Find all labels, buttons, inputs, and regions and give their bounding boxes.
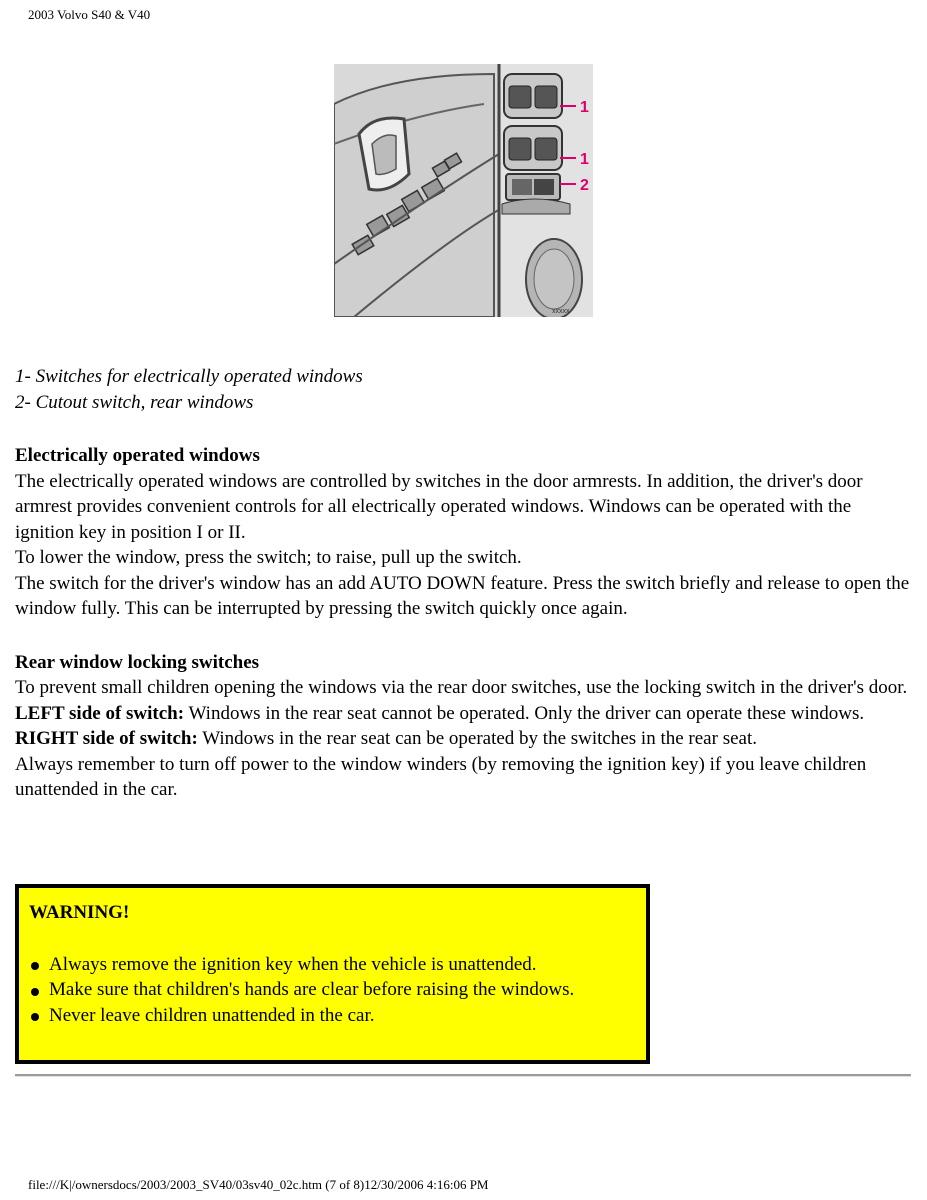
- paragraph: Always remember to turn off power to the window winders (by removing the ignition key) if you leave children unattended in the car.: [15, 753, 867, 800]
- bullet-icon: [31, 962, 39, 970]
- door-armrest-drawing: [334, 64, 593, 317]
- paragraph: To prevent small children opening the windows via the rear door switches, use the locking switch in the driver's door.: [15, 677, 908, 698]
- warning-item: Make sure that children's hands are clear before raising the windows.: [29, 977, 636, 1003]
- callout-2: 2: [580, 177, 589, 194]
- left-side-paragraph: LEFT side of switch: Windows in the rear seat cannot be operated. Only the driver can operate these windows.: [15, 702, 865, 724]
- paragraph: The electrically operated windows are controlled by switches in the door armrests. In addition, the driver's door armrest provides convenient controls for all electrically operated windows. Windows can be operated with the ignition key in position I or II.: [15, 470, 863, 543]
- page-header: 2003 Volvo S40 & V40: [28, 7, 151, 22]
- callout-1-upper: 1: [580, 99, 589, 116]
- warning-box: [15, 884, 650, 1064]
- right-side-paragraph: RIGHT side of switch: Windows in the rear seat can be operated by the switches in the rear seat.: [15, 728, 757, 749]
- bullet-icon: [31, 988, 39, 996]
- page-footer: file:///K|/ownersdocs/2003/2003_SV40/03sv40_02c.htm (7 of 8)12/30/2006 4:16:06 PM: [28, 1177, 489, 1192]
- caption-1: 1- Switches for electrically operated windows: [15, 366, 363, 387]
- callout-1-lower: 1: [580, 151, 589, 168]
- section-heading-windows: Electrically operated windows: [15, 445, 260, 466]
- horizontal-rule: [15, 1074, 911, 1077]
- bullet-icon: [31, 1013, 39, 1021]
- warning-item: Never leave children unattended in the car.: [29, 1003, 636, 1029]
- paragraph: To lower the window, press the switch; to raise, pull up the switch.: [15, 547, 522, 568]
- figure-code: xxxxx: [552, 308, 570, 315]
- paragraph: The switch for the driver's window has an add AUTO DOWN feature. Press the switch briefly and release to open the window fully. This can be interrupted by pressing the switch quickly once again.: [15, 572, 910, 619]
- caption-2: 2- Cutout switch, rear windows: [15, 391, 254, 413]
- section-heading-locking: Rear window locking switches: [15, 651, 260, 673]
- warning-title: WARNING!: [29, 902, 130, 923]
- page-content: [15, 364, 910, 803]
- warning-item: Always remove the ignition key when the vehicle is unattended.: [29, 952, 636, 978]
- window-switch-illustration: [334, 64, 593, 317]
